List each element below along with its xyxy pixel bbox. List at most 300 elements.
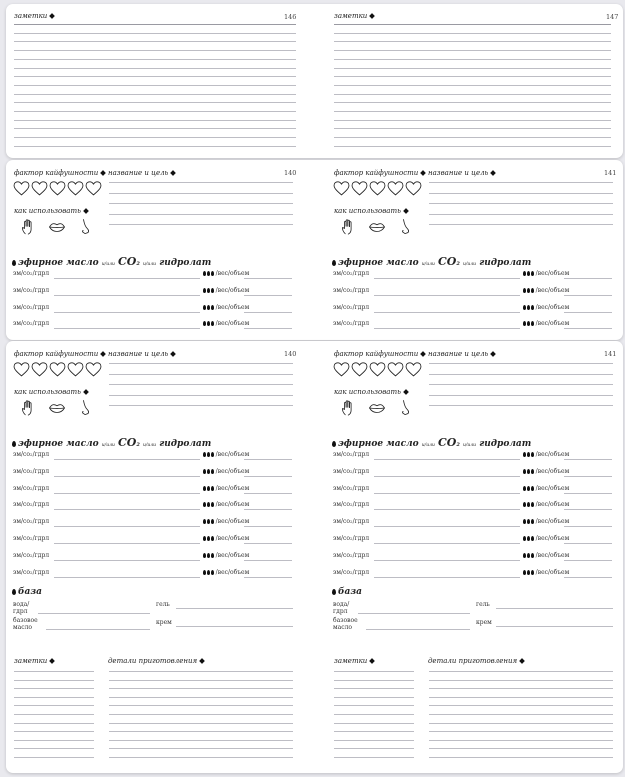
- drops-icon: [523, 535, 535, 542]
- lips-icon[interactable]: [48, 218, 66, 236]
- oil-row-label: эм/со2/гдрл: [333, 270, 370, 277]
- ruled-line: [334, 41, 611, 42]
- ruled-line: [14, 41, 296, 42]
- drops-icon: [523, 501, 535, 508]
- drops-icon: [203, 468, 215, 475]
- ruled-line: [244, 493, 292, 494]
- ruled-line: [429, 723, 613, 724]
- use-icons: [340, 218, 414, 236]
- nose-icon[interactable]: [76, 218, 94, 236]
- ruled-line: [564, 526, 612, 527]
- heart-icon[interactable]: [49, 180, 66, 197]
- ruled-line: [374, 509, 520, 510]
- ruled-line: [14, 137, 296, 138]
- amount-label: /вес/объем: [523, 451, 569, 458]
- ruled-line: [109, 214, 293, 215]
- amount-label: /вес/объем: [203, 518, 249, 525]
- diamond-icon: [171, 170, 177, 176]
- oil-row-label: эм/со2/гдрл: [333, 518, 370, 526]
- ruled-line: [14, 714, 94, 715]
- amount-label: /вес/объем: [203, 287, 249, 294]
- page-number: 141: [604, 169, 617, 177]
- ruled-line: [14, 748, 94, 749]
- ruled-line: [46, 629, 150, 630]
- ruled-line: [496, 626, 613, 627]
- drops-icon: [523, 485, 535, 492]
- diamond-icon: [100, 170, 106, 176]
- water-field: вода/ гдрл: [13, 601, 30, 615]
- ruled-line: [14, 128, 296, 129]
- ruled-line: [429, 224, 613, 225]
- amount-label: /вес/объем: [203, 320, 249, 327]
- prep-label: детали приготовления: [108, 657, 204, 665]
- heart-icon[interactable]: [67, 361, 84, 378]
- heart-icon[interactable]: [49, 361, 66, 378]
- amount-label: /вес/объем: [203, 552, 249, 559]
- ruled-line: [14, 85, 296, 86]
- ruled-line: [564, 577, 612, 578]
- amount-label: /вес/объем: [203, 451, 249, 458]
- kaif-rating: [13, 180, 102, 197]
- diamond-icon: [199, 658, 205, 664]
- ruled-line: [334, 740, 414, 741]
- ruled-line: [109, 182, 293, 183]
- recipe-page: [6, 160, 314, 340]
- ruled-line: [334, 85, 611, 86]
- ruled-line: [374, 295, 520, 296]
- oil-row-label: эм/со2/гдрл: [13, 467, 50, 475]
- drop-icon: [12, 441, 16, 447]
- diamond-icon: [83, 208, 89, 214]
- ruled-line: [429, 688, 613, 689]
- ruled-line: [374, 476, 520, 477]
- kaif-rating: [333, 180, 422, 197]
- nose-icon[interactable]: [76, 399, 94, 417]
- ruled-line: [176, 626, 293, 627]
- drops-icon: [203, 569, 215, 576]
- amount-label: /вес/объем: [523, 501, 569, 508]
- amount-label: /вес/объем: [523, 485, 569, 492]
- hand-icon[interactable]: [340, 218, 358, 236]
- ruled-line: [14, 33, 296, 34]
- gel-field: гель: [476, 601, 490, 608]
- kaif-label: фактор кайфушности: [334, 350, 425, 358]
- ruled-line: [109, 363, 293, 364]
- oil-row-label: эм/со2/гдрл: [333, 286, 370, 294]
- ruled-line: [564, 278, 612, 279]
- notes-label: заметки: [14, 657, 54, 665]
- drop-icon: [332, 260, 336, 266]
- ruled-line: [496, 608, 613, 609]
- ruled-line: [244, 295, 292, 296]
- ruled-line: [14, 731, 94, 732]
- ruled-line: [334, 102, 611, 103]
- heart-icon[interactable]: [85, 180, 102, 197]
- ruled-line: [429, 395, 613, 396]
- ruled-line: [334, 705, 414, 706]
- ruled-line: [334, 671, 414, 672]
- heart-icon[interactable]: [31, 180, 48, 197]
- drop-icon: [12, 260, 16, 266]
- ruled-line: [109, 405, 293, 406]
- ruled-line: [14, 671, 94, 672]
- page-number: 146: [284, 13, 297, 21]
- oil-section-title: эфирное масло и/или CO2 и/или гидролат: [332, 436, 531, 449]
- ruled-line: [564, 459, 612, 460]
- recipe-card-full: [6, 341, 623, 773]
- drops-icon: [523, 552, 535, 559]
- ruled-line: [429, 740, 613, 741]
- ruled-line: [54, 509, 200, 510]
- use-label: как использовать: [14, 207, 88, 215]
- oil-row-label: эм/со2/гдрл: [13, 551, 50, 559]
- ruled-line: [334, 94, 611, 95]
- ruled-line: [334, 120, 611, 121]
- drops-icon: [203, 552, 215, 559]
- heart-icon[interactable]: [351, 361, 368, 378]
- ruled-line: [429, 697, 613, 698]
- recipe-page: [326, 160, 623, 340]
- ruled-line: [109, 757, 293, 758]
- ruled-line: [429, 705, 613, 706]
- ruled-line: [429, 384, 613, 385]
- amount-label: /вес/объем: [203, 270, 249, 277]
- ruled-line: [334, 33, 611, 34]
- ruled-line: [54, 459, 200, 460]
- drops-icon: [203, 304, 215, 311]
- ruled-line: [429, 363, 613, 364]
- drops-icon: [203, 287, 215, 294]
- ruled-line: [244, 577, 292, 578]
- diamond-icon: [171, 351, 177, 357]
- amount-label: /вес/объем: [523, 569, 569, 576]
- use-icons: [20, 399, 94, 417]
- drops-icon: [203, 451, 215, 458]
- ruled-line: [334, 137, 611, 138]
- amount-label: /вес/объем: [523, 304, 569, 311]
- drops-icon: [523, 287, 535, 294]
- amount-label: /вес/объем: [203, 501, 249, 508]
- name-label: название и цель: [428, 350, 495, 358]
- oil-row-label: эм/со2/гдрл: [333, 320, 370, 328]
- ruled-line: [334, 757, 414, 758]
- ruled-line: [366, 629, 470, 630]
- amount-label: /вес/объем: [203, 535, 249, 542]
- ruled-line: [109, 748, 293, 749]
- base-oil-field: базовое масло: [13, 617, 38, 631]
- use-icons: [340, 399, 414, 417]
- diamond-icon: [49, 658, 55, 664]
- ruled-line: [14, 94, 296, 95]
- ruled-line: [374, 577, 520, 578]
- oil-row-label: эм/со2/гдрл: [333, 303, 370, 311]
- oil-row-label: эм/со2/гдрл: [333, 568, 370, 576]
- heart-icon[interactable]: [387, 180, 404, 197]
- drop-icon: [12, 589, 16, 595]
- ruled-line: [14, 50, 296, 51]
- drops-icon: [203, 485, 215, 492]
- nose-icon[interactable]: [396, 399, 414, 417]
- oil-row-label: эм/со2/гдрл: [13, 286, 50, 294]
- diamond-icon: [519, 658, 525, 664]
- ruled-line: [244, 509, 292, 510]
- base-section-title: база: [332, 587, 362, 597]
- ruled-line: [109, 697, 293, 698]
- heart-icon[interactable]: [369, 361, 386, 378]
- drops-icon: [203, 270, 215, 277]
- heart-icon[interactable]: [31, 361, 48, 378]
- ruled-line: [14, 120, 296, 121]
- ruled-line: [334, 697, 414, 698]
- oil-row-label: эм/со2/гдрл: [333, 501, 370, 509]
- ruled-line: [14, 697, 94, 698]
- ruled-line: [54, 493, 200, 494]
- name-label: название и цель: [108, 169, 175, 177]
- amount-label: /вес/объем: [523, 468, 569, 475]
- ruled-line: [54, 577, 200, 578]
- ruled-line: [109, 714, 293, 715]
- oil-row-label: эм/со2/гдрл: [13, 484, 50, 492]
- ruled-line: [14, 705, 94, 706]
- ruled-line: [176, 608, 293, 609]
- heart-icon[interactable]: [351, 180, 368, 197]
- ruled-line: [374, 328, 520, 329]
- page-number: 141: [604, 350, 617, 358]
- diamond-icon: [369, 658, 375, 664]
- ruled-line: [334, 111, 611, 112]
- ruled-line: [334, 24, 611, 25]
- oil-row-label: эм/со2/гдрл: [13, 501, 50, 509]
- heart-icon[interactable]: [13, 180, 30, 197]
- amount-label: /вес/объем: [523, 320, 569, 327]
- heart-icon[interactable]: [369, 180, 386, 197]
- ruled-line: [14, 59, 296, 60]
- ruled-line: [14, 146, 296, 147]
- drops-icon: [523, 569, 535, 576]
- oil-section-title: эфирное масло и/или CO2 и/или гидролат: [332, 255, 531, 268]
- heart-icon[interactable]: [387, 361, 404, 378]
- ruled-line: [334, 50, 611, 51]
- oil-row-label: эм/со2/гдрл: [13, 568, 50, 576]
- ruled-line: [109, 680, 293, 681]
- ruled-line: [374, 312, 520, 313]
- ruled-line: [374, 459, 520, 460]
- kaif-rating: [333, 361, 422, 378]
- lips-icon[interactable]: [368, 399, 386, 417]
- oil-row-label: эм/со2/гдрл: [13, 451, 50, 458]
- amount-label: /вес/объем: [523, 518, 569, 525]
- ruled-line: [109, 374, 293, 375]
- diamond-icon: [491, 170, 497, 176]
- heart-icon[interactable]: [333, 180, 350, 197]
- drops-icon: [523, 304, 535, 311]
- ruled-line: [109, 688, 293, 689]
- hand-icon[interactable]: [340, 399, 358, 417]
- drops-icon: [523, 468, 535, 475]
- ruled-line: [14, 740, 94, 741]
- ruled-line: [54, 312, 200, 313]
- ruled-line: [334, 748, 414, 749]
- ruled-line: [109, 384, 293, 385]
- base-oil-field: базовое масло: [333, 617, 358, 631]
- ruled-line: [244, 278, 292, 279]
- drop-icon: [332, 589, 336, 595]
- ruled-line: [429, 757, 613, 758]
- water-field: вода/ гдрл: [333, 601, 350, 615]
- oil-row-label: эм/со2/гдрл: [13, 518, 50, 526]
- ruled-line: [109, 731, 293, 732]
- notes-label: заметки: [14, 12, 54, 20]
- ruled-line: [14, 68, 296, 69]
- base-section-title: база: [12, 587, 42, 597]
- amount-label: /вес/объем: [203, 569, 249, 576]
- nose-icon[interactable]: [396, 218, 414, 236]
- ruled-line: [244, 560, 292, 561]
- oil-row-label: эм/со2/гдрл: [13, 270, 50, 277]
- diamond-icon: [420, 170, 426, 176]
- notes-page-left: [6, 4, 314, 158]
- drops-icon: [523, 451, 535, 458]
- ruled-line: [564, 312, 612, 313]
- ruled-line: [109, 723, 293, 724]
- ruled-line: [429, 193, 613, 194]
- ruled-line: [14, 111, 296, 112]
- cream-field: крем: [476, 619, 492, 626]
- amount-label: /вес/объем: [203, 304, 249, 311]
- oil-row-label: эм/со2/гдрл: [13, 320, 50, 328]
- ruled-line: [244, 476, 292, 477]
- oil-row-label: эм/со2/гдрл: [13, 535, 50, 542]
- drop-icon: [332, 441, 336, 447]
- diamond-icon: [369, 13, 375, 19]
- ruled-line: [334, 128, 611, 129]
- ruled-line: [244, 526, 292, 527]
- amount-label: /вес/объем: [523, 287, 569, 294]
- use-label: как использовать: [14, 388, 88, 396]
- oil-row-label: эм/со2/гдрл: [333, 467, 370, 475]
- use-label: как использовать: [334, 388, 408, 396]
- name-label: название и цель: [428, 169, 495, 177]
- use-label: как использовать: [334, 207, 408, 215]
- ruled-line: [109, 203, 293, 204]
- ruled-line: [564, 328, 612, 329]
- heart-icon[interactable]: [333, 361, 350, 378]
- diamond-icon: [403, 389, 409, 395]
- lips-icon[interactable]: [368, 218, 386, 236]
- ruled-line: [334, 68, 611, 69]
- ruled-line: [54, 328, 200, 329]
- heart-icon[interactable]: [13, 361, 30, 378]
- ruled-line: [244, 459, 292, 460]
- ruled-line: [109, 740, 293, 741]
- heart-icon[interactable]: [85, 361, 102, 378]
- ruled-line: [429, 374, 613, 375]
- lips-icon[interactable]: [48, 399, 66, 417]
- oil-row-label: эм/со2/гдрл: [333, 484, 370, 492]
- ruled-line: [374, 493, 520, 494]
- amount-label: /вес/объем: [523, 270, 569, 277]
- oil-row-label: эм/со2/гдрл: [13, 303, 50, 311]
- diamond-icon: [100, 351, 106, 357]
- ruled-line: [244, 328, 292, 329]
- ruled-line: [429, 714, 613, 715]
- ruled-line: [334, 680, 414, 681]
- name-label: название и цель: [108, 350, 175, 358]
- ruled-line: [14, 102, 296, 103]
- page-number: 140: [284, 350, 297, 358]
- ruled-line: [334, 731, 414, 732]
- ruled-line: [334, 688, 414, 689]
- hand-icon[interactable]: [20, 399, 38, 417]
- ruled-line: [429, 405, 613, 406]
- oil-section-title: эфирное масло и/или CO2 и/или гидролат: [12, 255, 211, 268]
- kaif-label: фактор кайфушности: [14, 350, 105, 358]
- ruled-line: [429, 182, 613, 183]
- ruled-line: [244, 312, 292, 313]
- ruled-line: [564, 560, 612, 561]
- ruled-line: [14, 76, 296, 77]
- ruled-line: [54, 278, 200, 279]
- ruled-line: [429, 671, 613, 672]
- hand-icon[interactable]: [20, 218, 38, 236]
- ruled-line: [429, 680, 613, 681]
- heart-icon[interactable]: [67, 180, 84, 197]
- amount-label: /вес/объем: [203, 485, 249, 492]
- ruled-line: [429, 731, 613, 732]
- ruled-line: [54, 526, 200, 527]
- ruled-line: [564, 493, 612, 494]
- kaif-rating: [13, 361, 102, 378]
- ruled-line: [429, 214, 613, 215]
- amount-label: /вес/объем: [523, 552, 569, 559]
- ruled-line: [14, 757, 94, 758]
- ruled-line: [54, 295, 200, 296]
- diamond-icon: [49, 13, 55, 19]
- notes-label: заметки: [334, 657, 374, 665]
- drops-icon: [523, 320, 535, 327]
- oil-row-label: эм/со2/гдрл: [333, 451, 370, 458]
- ruled-line: [54, 560, 200, 561]
- diamond-icon: [403, 208, 409, 214]
- heart-icon[interactable]: [405, 361, 422, 378]
- ruled-line: [54, 476, 200, 477]
- ruled-line: [244, 543, 292, 544]
- ruled-line: [564, 543, 612, 544]
- drops-icon: [523, 518, 535, 525]
- ruled-line: [564, 295, 612, 296]
- amount-label: /вес/объем: [203, 468, 249, 475]
- ruled-line: [334, 146, 611, 147]
- ruled-line: [109, 705, 293, 706]
- drops-icon: [203, 518, 215, 525]
- amount-label: /вес/объем: [523, 535, 569, 542]
- recipe-card-short: [6, 160, 623, 340]
- ruled-line: [334, 59, 611, 60]
- oil-row-label: эм/со2/гдрл: [333, 535, 370, 542]
- ruled-line: [334, 76, 611, 77]
- ruled-line: [14, 680, 94, 681]
- ruled-line: [374, 526, 520, 527]
- drops-icon: [203, 320, 215, 327]
- ruled-line: [429, 203, 613, 204]
- ruled-line: [358, 613, 470, 614]
- diamond-icon: [420, 351, 426, 357]
- notes-card: [6, 4, 623, 158]
- ruled-line: [374, 543, 520, 544]
- ruled-line: [14, 688, 94, 689]
- prep-label: детали приготовления: [428, 657, 524, 665]
- heart-icon[interactable]: [405, 180, 422, 197]
